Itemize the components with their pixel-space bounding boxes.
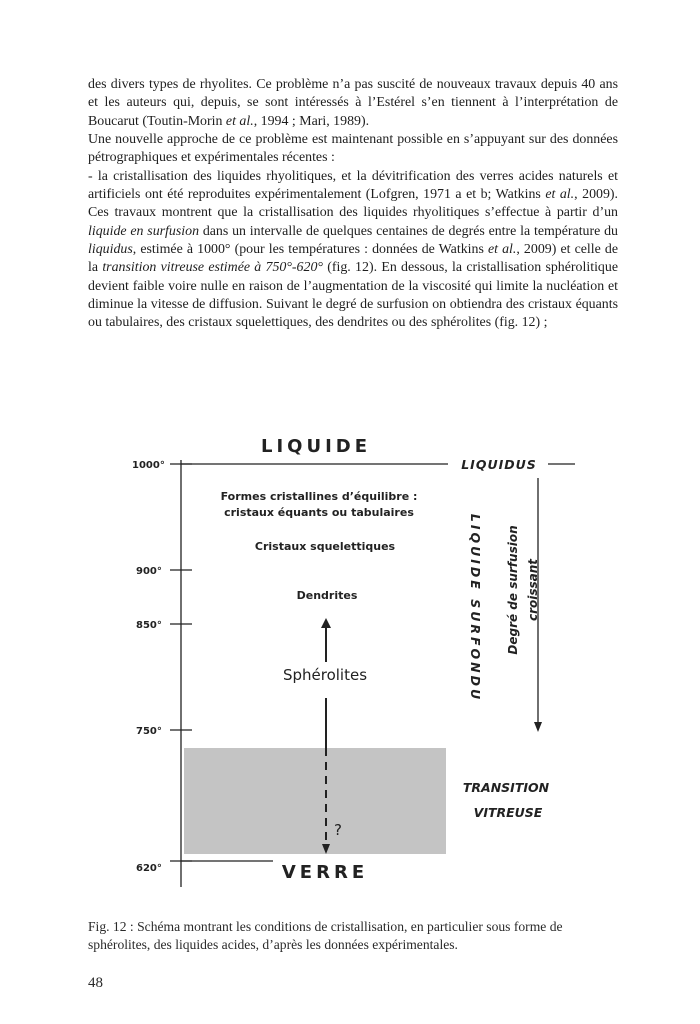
text-span: , estimée à 1000° (pour les températures : données de Watkins [132, 242, 488, 258]
text-span: des divers types de rhyolites. Ce problème n’a pas suscité de nouveaux travaux depuis 40 ans et les auteurs qui, depuis, se sont intéressés à l’Estérel s’en tiennent à l’interprétation de Boucarut (Toutin-Morin [88, 77, 618, 129]
text-italic: et al. [225, 113, 254, 129]
diagram-svg [88, 430, 618, 900]
verre-title: VERRE [281, 862, 369, 883]
dendrites-label: Dendrites [296, 589, 358, 602]
equilibrium-forms-line1: Formes cristallines d’équilibre : [220, 490, 418, 503]
paragraph-2: Une nouvelle approche de ce problème est maintenant possible en s’appuyant sur des données pétrographiques et expérimentales récentes : [88, 132, 618, 166]
tick-label-620: 620° [136, 863, 162, 874]
text-italic: et al. [545, 187, 575, 203]
supercooled-liquid-label: LIQUIDE SURFONDU [468, 513, 483, 703]
text-italic: transition vitreuse estimée à 750°-620° [102, 260, 323, 276]
text-span: , 2009) et celle de la [88, 242, 618, 276]
transition-label-line2: VITREUSE [473, 805, 543, 820]
paragraph-1 [88, 76, 618, 131]
text-span: , 2009). Ces travaux montrent que la cristallisation des liquides rhyolitiques s’effectue à partir d’un [88, 187, 619, 221]
transition-label-line1: TRANSITION [462, 780, 550, 795]
tick-label-1000: 1000° [132, 460, 165, 471]
transition-zone [184, 748, 446, 854]
text-italic: liquidus [88, 242, 133, 258]
figure-12 [88, 430, 618, 900]
question-mark: ? [334, 821, 342, 839]
spherolites-label: Sphérolites [282, 666, 368, 684]
text-span: - la cristallisation des liquides rhyolitiques, et la dévitrification des verres acides naturels et artificiels ont été reproduites expérimentalement (Lofgren, 1971 a et b; Watkins [88, 168, 618, 203]
supercooling-increasing-label: croissant [526, 558, 540, 622]
paragraph-3 [88, 168, 618, 333]
page-number: 48 [88, 975, 103, 991]
tick-label-900: 900° [136, 566, 162, 577]
skeletal-crystals-label: Cristaux squelettiques [254, 540, 396, 553]
tick-label-750: 750° [136, 726, 162, 737]
text-span: dans un intervalle de quelques centaines de degrés entre la température du [199, 223, 618, 239]
liquidus-label: LIQUIDUS [461, 457, 537, 472]
text-italic: liquide en surfusion [88, 223, 200, 239]
figure-caption: Fig. 12 : Schéma montrant les conditions de cristallisation, en particulier sous forme de sphérolites, des liquides acides, d’après les données expérimentales. [88, 919, 563, 952]
equilibrium-forms-line2: cristaux équants ou tabulaires [224, 506, 414, 519]
supercooling-degree-label: Degré de surfusion [506, 525, 520, 655]
text-span: (fig. 12). En dessous, la cristallisation sphérolitique devient faible voire nulle en raison de l’augmentation de la viscosité qui limite la nucléation et diminue la vitesse de diffusion. Suivant le degré de surfusion on obtiendra des cristaux équants ou tabulaires, des cristaux squelettiques, des dendrites ou des sphérolites (fig. 12) ; [88, 260, 618, 331]
text-span: , 1994 ; Mari, 1989). [253, 113, 370, 129]
tick-label-850: 850° [136, 620, 162, 631]
body-text [88, 76, 618, 333]
text-italic: et al. [487, 242, 517, 258]
liquide-title: LIQUIDE [260, 436, 372, 457]
